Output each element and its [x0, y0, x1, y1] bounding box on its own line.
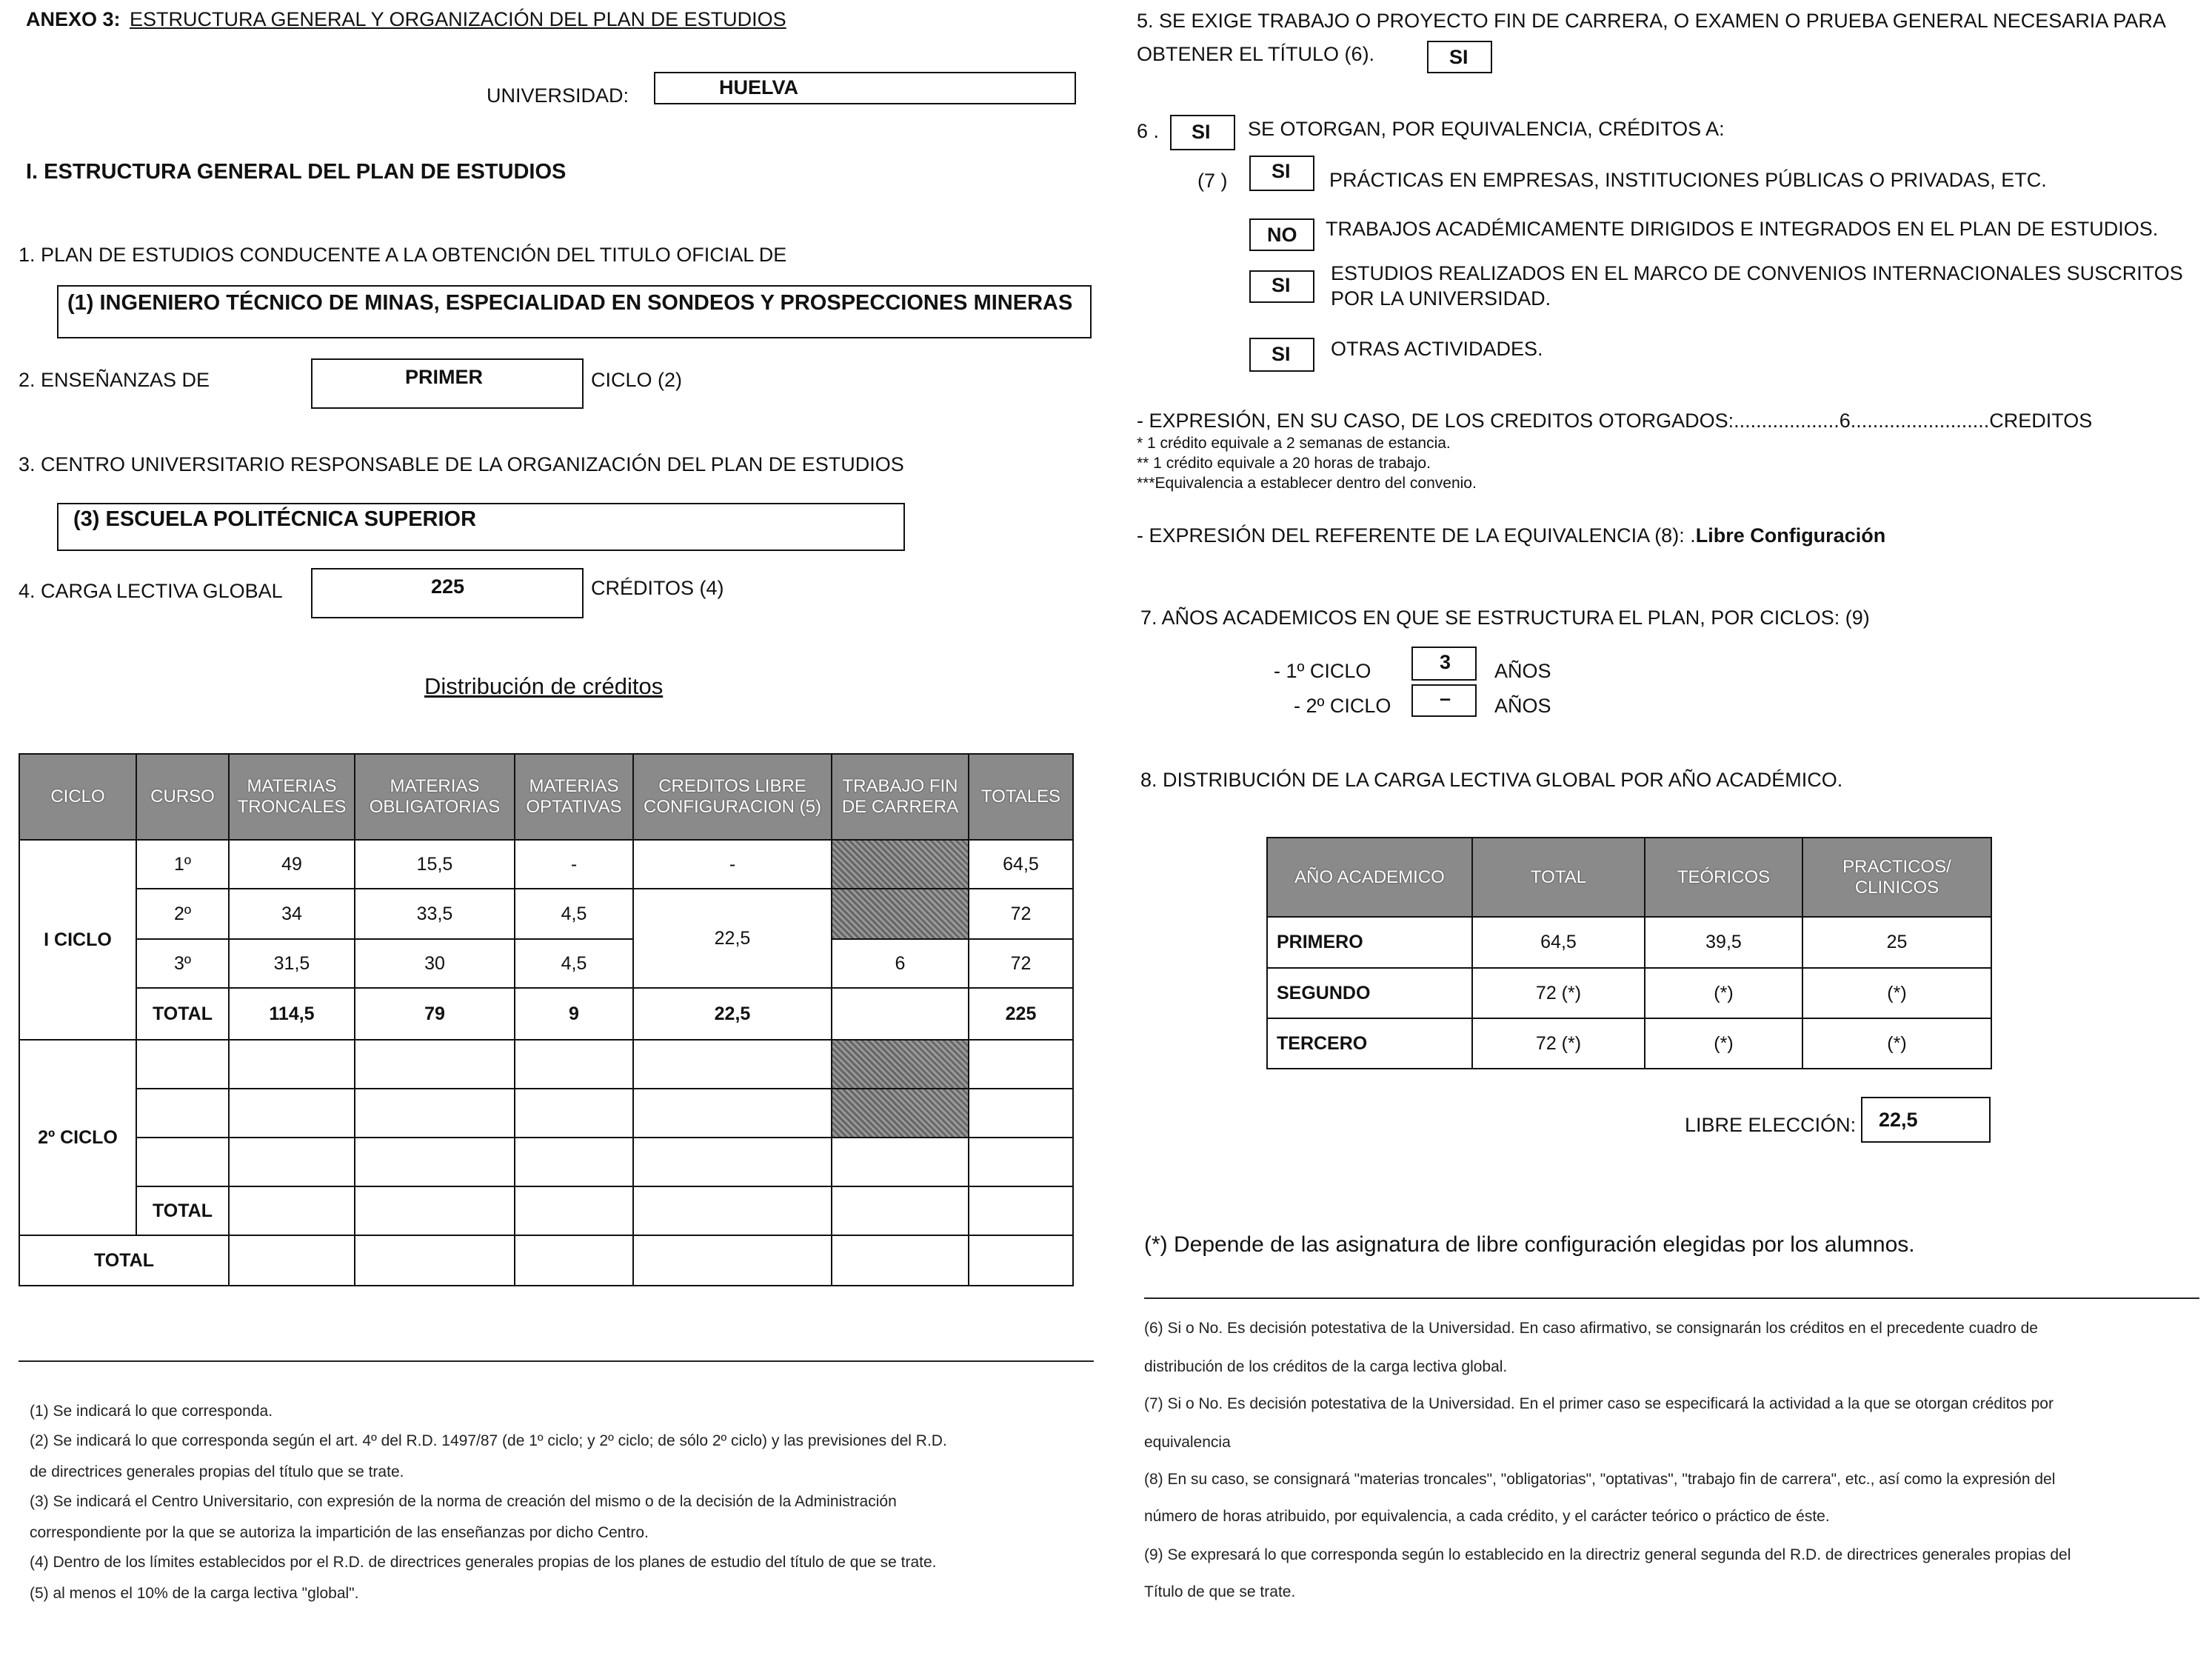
cell [515, 1089, 633, 1138]
credits-expression: - EXPRESIÓN, EN SU CASO, DE LOS CREDITOS OTORGADOS:...................6.........................CREDITOS [1137, 410, 2093, 432]
cell: 225 [969, 988, 1073, 1040]
ciclo1-years-label: - 1º CICLO [1274, 660, 1371, 682]
section8-label: 8. DISTRIBUCIÓN DE LA CARGA LECTIVA GLOBAL POR AÑO ACADÉMICO. [1140, 769, 1843, 791]
footnote: equivalencia [1144, 1434, 1231, 1451]
footnote: (2) Se indicará lo que corresponda según el art. 4º del R.D. 1497/87 (de 1º ciclo; y 2º ciclo; de sólo 2º ciclo) y las previsiones del R.D. [30, 1432, 947, 1449]
cell: 39,5 [1645, 917, 1802, 968]
table-row [19, 1040, 1073, 1089]
cycle-box [311, 358, 584, 409]
col-year: AÑO ACADEMICO [1267, 838, 1472, 917]
ciclo2-label: 2º CICLO [19, 1040, 136, 1235]
cell [355, 1089, 515, 1138]
cell: SEGUNDO [1267, 968, 1472, 1018]
cell [633, 1186, 832, 1235]
footnote: número de horas atribuido, por equivalencia, a cada crédito, y el carácter teórico o práctico de éste. [1144, 1508, 1830, 1525]
libre-value: 22,5 [1879, 1109, 1918, 1131]
cell [355, 1138, 515, 1186]
shaded-cell [832, 1089, 969, 1138]
cell: 3º [136, 939, 229, 988]
table-row [19, 889, 1073, 939]
cell: 6 [832, 939, 969, 988]
note-1: * 1 crédito equivale a 2 semanas de estancia. [1137, 435, 1451, 452]
annex-title: ESTRUCTURA GENERAL Y ORGANIZACIÓN DEL PLAN DE ESTUDIOS [130, 8, 786, 30]
item1-label: 1. PLAN DE ESTUDIOS CONDUCENTE A LA OBTENCIÓN DEL TITULO OFICIAL DE [19, 244, 787, 266]
cell [633, 1235, 832, 1286]
cell: 49 [229, 840, 355, 889]
load-table [1266, 837, 1992, 1069]
equiv-value-3: SI [1272, 274, 1291, 296]
section5-box [1427, 41, 1492, 73]
cell [832, 1186, 969, 1235]
equiv-box-3 [1249, 270, 1314, 303]
col-trabajo: TRABAJO FIN DE CARRERA [832, 754, 969, 840]
cell: 1º [136, 840, 229, 889]
divider [1144, 1297, 2199, 1299]
item2-label: 2. ENSEÑANZAS DE [19, 369, 210, 391]
cell: 72 [969, 889, 1073, 939]
cell [969, 1186, 1073, 1235]
cell [969, 1235, 1073, 1286]
cell [136, 1138, 229, 1186]
cell: 114,5 [229, 988, 355, 1040]
cell [633, 1138, 832, 1186]
cell: 33,5 [355, 889, 515, 939]
credits-table [19, 753, 1074, 1286]
table-row [19, 1186, 1073, 1235]
cell: 30 [355, 939, 515, 988]
university-value: HUELVA [719, 76, 798, 98]
cell [229, 1089, 355, 1138]
cell [633, 1040, 832, 1089]
cell [515, 1138, 633, 1186]
footnote: (5) al menos el 10% de la carga lectiva "global". [30, 1585, 359, 1602]
section8-note: (*) Depende de las asignatura de libre configuración elegidas por los alumnos. [1144, 1232, 1915, 1257]
footnote: (3) Se indicará el Centro Universitario, con expresión de la norma de creación del mismo o de la decisión de la Administración [30, 1493, 897, 1510]
equiv-label-3b: POR LA UNIVERSIDAD. [1331, 287, 1551, 310]
footnote: (7) Si o No. Es decisión potestativa de la Universidad. En el primer caso se especificará la actividad a la que se otorgan créditos por [1144, 1395, 2054, 1412]
footnote: (1) Se indicará lo que corresponda. [30, 1403, 273, 1420]
cell [515, 1040, 633, 1089]
table-row [19, 1138, 1073, 1186]
cell: TERCERO [1267, 1018, 1472, 1069]
col-total: TOTAL [1472, 838, 1645, 917]
item4-label: 4. CARGA LECTIVA GLOBAL [19, 580, 283, 602]
libre-label: LIBRE ELECCIÓN: [1685, 1114, 1857, 1136]
footnote: (6) Si o No. Es decisión potestativa de la Universidad. En caso afirmativo, se consignarán los créditos en el precedente cuadro de [1144, 1320, 2038, 1337]
section6-number: 6 . [1137, 120, 1160, 142]
cell [229, 1186, 355, 1235]
footnote: distribución de los créditos de la carga lectiva global. [1144, 1358, 1508, 1375]
cycle-value: PRIMER [405, 366, 484, 388]
footnote: (9) Se expresará lo que corresponda según lo establecido en la directriz general segunda del R.D. de directrices generales propias del [1144, 1546, 2071, 1563]
ciclo2-years-label: - 2º CICLO [1294, 695, 1391, 717]
cell: 22,5 [633, 988, 832, 1040]
annex-label: ANEXO 3: [26, 8, 121, 30]
section6-label: SE OTORGAN, POR EQUIVALENCIA, CRÉDITOS A: [1248, 118, 1725, 140]
cell: 72 (*) [1472, 968, 1645, 1018]
footnote: Título de que se trate. [1144, 1583, 1296, 1600]
cell: 25 [1802, 917, 1991, 968]
cell: 72 (*) [1472, 1018, 1645, 1069]
cell: 4,5 [515, 939, 633, 988]
table-row [19, 939, 1073, 988]
footnote: (4) Dentro de los límites establecidos por el R.D. de directrices generales propias de los planes de estudio del título de que se trate. [30, 1554, 937, 1571]
cell: 31,5 [229, 939, 355, 988]
referent-label: - EXPRESIÓN DEL REFERENTE DE LA EQUIVALENCIA (8): . [1137, 524, 1696, 547]
credits-header-row [19, 754, 1073, 840]
cell: 9 [515, 988, 633, 1040]
cell [969, 1138, 1073, 1186]
col-troncales: MATERIAS TRONCALES [229, 754, 355, 840]
cell [633, 1089, 832, 1138]
table-row [1267, 968, 1991, 1018]
load-suffix: CRÉDITOS (4) [591, 577, 724, 599]
cell: - [515, 840, 633, 889]
university-label: UNIVERSIDAD: [487, 84, 629, 107]
cell [355, 1186, 515, 1235]
distribution-title: Distribución de créditos [424, 673, 664, 699]
cell: (*) [1645, 1018, 1802, 1069]
equiv-box-4 [1249, 338, 1314, 372]
note-3: ***Equivalencia a establecer dentro del convenio. [1137, 475, 1477, 492]
shaded-cell [832, 889, 969, 939]
shaded-cell [832, 1040, 969, 1089]
section5-line1: 5. SE EXIGE TRABAJO O PROYECTO FIN DE CARRERA, O EXAMEN O PRUEBA GENERAL NECESARIA PARA [1137, 10, 2166, 32]
section6-box [1170, 115, 1235, 150]
col-obligatorias: MATERIAS OBLIGATORIAS [355, 754, 515, 840]
table-row [19, 1089, 1073, 1138]
cell: TOTAL [136, 988, 229, 1040]
cell: 4,5 [515, 889, 633, 939]
equiv-label-2: TRABAJOS ACADÉMICAMENTE DIRIGIDOS E INTEGRADOS EN EL PLAN DE ESTUDIOS. [1326, 218, 2159, 240]
referent-value: Libre Configuración [1695, 524, 1886, 547]
center-box [57, 503, 905, 551]
cell [969, 1040, 1073, 1089]
referent [1137, 524, 1885, 547]
university-box [654, 72, 1076, 104]
cell [229, 1040, 355, 1089]
ciclo1-years-value: 3 [1440, 651, 1451, 673]
table-row [19, 1235, 1073, 1286]
cell: 72 [969, 939, 1073, 988]
cell [136, 1040, 229, 1089]
table-row [19, 988, 1073, 1040]
cell [229, 1138, 355, 1186]
grand-total-label: TOTAL [19, 1235, 229, 1286]
cell [832, 1235, 969, 1286]
cell [355, 1040, 515, 1089]
footnote: de directrices generales propias del título que se trate. [30, 1463, 404, 1480]
cell [515, 1186, 633, 1235]
section7-label: 7. AÑOS ACADEMICOS EN QUE SE ESTRUCTURA EL PLAN, POR CICLOS: (9) [1140, 607, 1870, 629]
cell [136, 1089, 229, 1138]
libre-merged-cell: 22,5 [633, 889, 832, 988]
equiv-value-2: NO [1267, 224, 1297, 246]
load-value: 225 [431, 575, 465, 598]
cycle-suffix: CICLO (2) [591, 369, 683, 391]
col-ciclo: CICLO [19, 754, 136, 840]
shaded-cell [832, 840, 969, 889]
table-row [19, 840, 1073, 889]
cell: 34 [229, 889, 355, 939]
section5-line2: OBTENER EL TÍTULO (6). [1137, 43, 1375, 65]
section6-value: SI [1192, 121, 1211, 143]
col-practice: PRACTICOS/ CLINICOS [1802, 838, 1991, 917]
cell [515, 1235, 633, 1286]
cell: 64,5 [969, 840, 1073, 889]
cell: - [633, 840, 832, 889]
footnote: correspondiente por la que se autoriza la impartición de las enseñanzas por dicho Centro. [30, 1524, 649, 1541]
load-box [311, 568, 584, 618]
divider [19, 1360, 1094, 1362]
cell: PRIMERO [1267, 917, 1472, 968]
equiv-value-4: SI [1272, 343, 1291, 365]
center-value: (3) ESCUELA POLITÉCNICA SUPERIOR [73, 507, 477, 531]
col-libre: CREDITOS LIBRE CONFIGURACION (5) [633, 754, 832, 840]
ciclo2-years-value: – [1440, 687, 1451, 709]
equiv-box-2 [1249, 218, 1314, 251]
note-2: ** 1 crédito equivale a 20 horas de trabajo. [1137, 455, 1431, 472]
ref7: (7 ) [1197, 170, 1228, 192]
load-header-row [1267, 838, 1991, 917]
ciclo2-years-box [1411, 684, 1477, 717]
equiv-box-1 [1249, 156, 1314, 191]
degree-title-box [57, 285, 1092, 338]
equiv-value-1: SI [1272, 160, 1291, 182]
ciclo2-years-unit: AÑOS [1494, 695, 1551, 717]
equiv-label-4: OTRAS ACTIVIDADES. [1331, 338, 1543, 360]
table-row [1267, 1018, 1991, 1069]
cell [355, 1235, 515, 1286]
libre-box [1861, 1097, 1991, 1143]
cell: (*) [1802, 1018, 1991, 1069]
col-optativas: MATERIAS OPTATIVAS [515, 754, 633, 840]
ciclo1-years-unit: AÑOS [1494, 660, 1551, 682]
cell: TOTAL [136, 1186, 229, 1235]
ciclo1-years-box [1411, 647, 1477, 681]
ciclo1-label: I CICLO [19, 840, 136, 1040]
section-heading: I. ESTRUCTURA GENERAL DEL PLAN DE ESTUDIOS [26, 160, 567, 184]
cell [229, 1235, 355, 1286]
col-totales: TOTALES [969, 754, 1073, 840]
cell: 2º [136, 889, 229, 939]
degree-title-value: (1) INGENIERO TÉCNICO DE MINAS, ESPECIALIDAD EN SONDEOS Y PROSPECCIONES MINERAS [67, 291, 1073, 315]
col-theory: TEÓRICOS [1645, 838, 1802, 917]
col-curso: CURSO [136, 754, 229, 840]
cell: 64,5 [1472, 917, 1645, 968]
cell: 79 [355, 988, 515, 1040]
cell [832, 988, 969, 1040]
equiv-label-3: ESTUDIOS REALIZADOS EN EL MARCO DE CONVENIOS INTERNACIONALES SUSCRITOS [1331, 262, 2183, 284]
cell: (*) [1645, 968, 1802, 1018]
cell [832, 1138, 969, 1186]
cell: 15,5 [355, 840, 515, 889]
equiv-label-1: PRÁCTICAS EN EMPRESAS, INSTITUCIONES PÚBLICAS O PRIVADAS, ETC. [1329, 169, 2047, 191]
section5-value: SI [1449, 46, 1468, 68]
table-row [1267, 917, 1991, 968]
item3-label: 3. CENTRO UNIVERSITARIO RESPONSABLE DE LA ORGANIZACIÓN DEL PLAN DE ESTUDIOS [19, 453, 904, 475]
cell: (*) [1802, 968, 1991, 1018]
cell [969, 1089, 1073, 1138]
footnote: (8) En su caso, se consignará "materias troncales", "obligatorias", "optativas", "trabajo fin de carrera", etc., así como la expresión del [1144, 1471, 2056, 1488]
